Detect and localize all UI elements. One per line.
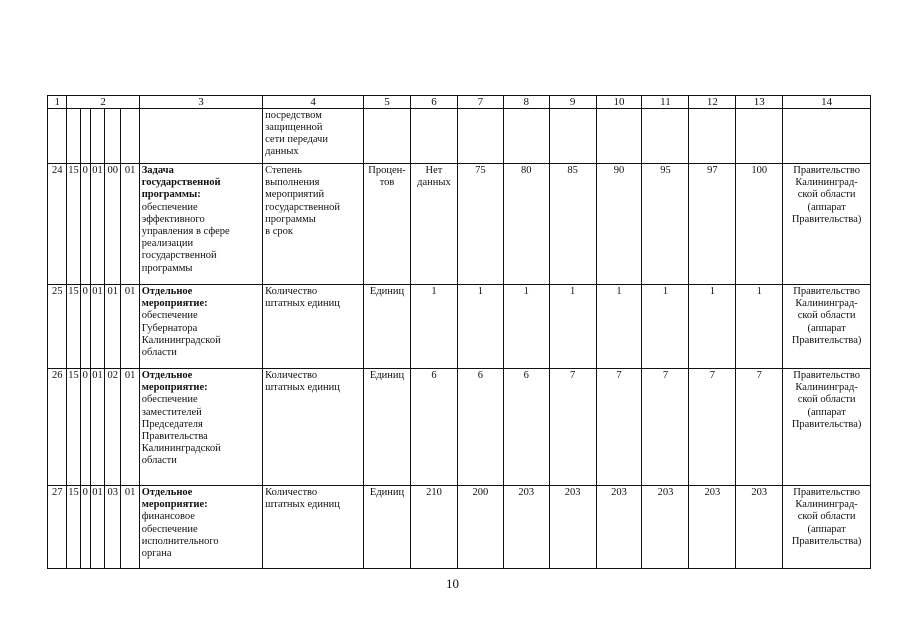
value-cell: 6 [503, 369, 549, 486]
unit-cell-line: тов [379, 177, 395, 189]
measure-title-cell [139, 164, 262, 285]
code-cell: 01 [121, 486, 139, 569]
measure-title-line: области [141, 455, 177, 467]
unit-cell-line: Процен- [368, 165, 406, 176]
responsible-cell-line: Калининград- [795, 298, 858, 310]
code-cell: 15 [67, 164, 80, 285]
value-cell: 80 [503, 164, 549, 285]
measure-title-line: обеспечение [141, 310, 198, 322]
value-cell: 203 [736, 486, 783, 569]
measure-title-line: Правительства [141, 431, 208, 443]
value-cell: 1 [736, 285, 783, 369]
indicator-line: защищенной [265, 122, 323, 133]
table-row [48, 164, 871, 285]
responsible-cell-line: Правительство [793, 370, 860, 381]
responsible-cell-line: Правительство [793, 487, 860, 498]
responsible-cell-line: Правительство [793, 286, 860, 297]
value-cell: 1 [642, 285, 689, 369]
code-cell: 15 [67, 369, 80, 486]
responsible-cell-line: ской области [797, 394, 856, 406]
responsible-cell-line: ской области [797, 189, 856, 201]
value-cell: 1 [457, 285, 503, 369]
measure-title-cell [139, 285, 262, 369]
responsible-cell-line: Правительства) [791, 418, 862, 430]
measure-title-line: Председателя [141, 418, 203, 430]
code-cell: 0 [80, 486, 90, 569]
code-cell: 0 [80, 164, 90, 285]
measure-title-line: управления в сфере [141, 226, 230, 238]
value-cell: 100 [736, 164, 783, 285]
value-cell: 7 [596, 369, 642, 486]
indicator-cell-line: Количество [265, 370, 318, 381]
unit-cell [364, 285, 411, 369]
responsible-cell-line: Калининград- [795, 499, 858, 511]
unit-cell [364, 164, 411, 285]
value-cell: 97 [689, 164, 736, 285]
value-cell: 1 [503, 285, 549, 369]
value-cell: 203 [503, 486, 549, 569]
value-cell: 7 [736, 369, 783, 486]
indicator-cell-line: штатных единиц [265, 298, 340, 310]
code-cell: 01 [90, 369, 104, 486]
value-cell: 95 [642, 164, 689, 285]
responsible-cell-line: Правительства) [791, 213, 862, 225]
measure-title-line: обеспечение [141, 201, 198, 213]
responsible-cell-line: (аппарат [807, 201, 846, 213]
header-cell: 3 [139, 96, 262, 109]
measure-title-line: программы [141, 262, 193, 274]
value-cell: 75 [457, 164, 503, 285]
value-cell: 7 [642, 369, 689, 486]
code-cell: 15 [67, 285, 80, 369]
indicator-line: данных [265, 146, 299, 157]
header-cell: 1 [48, 96, 67, 109]
measure-title-line: финансовое [141, 511, 195, 523]
table-row [48, 369, 871, 486]
measure-title-line: Губернатора [141, 322, 198, 334]
header-cell: 5 [364, 96, 411, 109]
indicator-cell-line: в срок [265, 226, 293, 238]
code-cell: 03 [105, 486, 121, 569]
value-cell: 6 [411, 369, 458, 486]
measure-title-line: органа [141, 548, 172, 560]
value-cell: 6 [457, 369, 503, 486]
responsible-cell-line: (аппарат [807, 406, 846, 418]
header-cell: 12 [689, 96, 736, 109]
indicator-cell [263, 285, 364, 369]
indicator-line: сети передачи [265, 134, 328, 145]
table-row [48, 285, 871, 369]
value-cell: 203 [596, 486, 642, 569]
responsible-cell-line: (аппарат [807, 523, 846, 535]
unit-cell [364, 486, 411, 569]
row-number: 24 [48, 164, 67, 285]
code-cell: 00 [105, 164, 121, 285]
code-cell: 0 [80, 369, 90, 486]
continuation-row [48, 109, 871, 164]
unit-cell [364, 369, 411, 486]
responsible-cell-line: Правительство [793, 165, 860, 176]
measure-title-line: государственной [141, 250, 217, 262]
indicator-cell-line: Количество [265, 286, 318, 297]
value-cell: 200 [457, 486, 503, 569]
code-cell: 15 [67, 486, 80, 569]
measure-title-line: обеспечение [141, 394, 198, 406]
code-cell: 0 [80, 285, 90, 369]
responsible-cell-line: ской области [797, 310, 856, 322]
indicator-line: посредством [265, 110, 322, 121]
value-cell: 1 [689, 285, 736, 369]
unit-cell-line: Единиц [369, 487, 405, 498]
code-cell: 01 [121, 369, 139, 486]
code-cell: 01 [90, 285, 104, 369]
responsible-cell [783, 285, 871, 369]
header-cell: 4 [263, 96, 364, 109]
header-cell: 2 [67, 96, 139, 109]
code-cell: 01 [90, 486, 104, 569]
responsible-cell-line: Правительства) [791, 535, 862, 547]
value-cell: 210 [411, 486, 458, 569]
measure-title-line: реализации [141, 238, 194, 250]
value-cell: 7 [549, 369, 596, 486]
measure-title-bold-line: государственной [141, 177, 221, 189]
header-cell: 9 [549, 96, 596, 109]
responsible-cell-line: (аппарат [807, 322, 846, 334]
measure-title-cell [139, 486, 262, 569]
value-cell: 203 [549, 486, 596, 569]
indicator-cell-line: Количество [265, 487, 318, 498]
value-cell: Нет данных [411, 164, 458, 285]
measure-title-bold-line: мероприятие: [141, 382, 208, 394]
measure-title-bold-line: Задача [141, 165, 174, 176]
value-cell: 7 [689, 369, 736, 486]
measure-title-bold-line: мероприятие: [141, 499, 208, 511]
indicator-cell-line: штатных единиц [265, 382, 340, 394]
measure-title-line: Калининградской [141, 443, 221, 455]
value-cell: 85 [549, 164, 596, 285]
value-cell: 1 [411, 285, 458, 369]
indicator-cell-line: выполнения [265, 177, 320, 189]
measure-title-line: заместителей [141, 406, 202, 418]
responsible-cell [783, 369, 871, 486]
responsible-cell-line: Калининград- [795, 382, 858, 394]
value-cell: 1 [596, 285, 642, 369]
indicator-cell [263, 109, 364, 164]
indicator-cell [263, 369, 364, 486]
responsible-cell-line: ской области [797, 511, 856, 523]
header-cell: 8 [503, 96, 549, 109]
indicator-cell-line: мероприятий [265, 189, 325, 201]
value-cell: 1 [549, 285, 596, 369]
measure-title-cell [139, 369, 262, 486]
indicator-cell-line: штатных единиц [265, 499, 340, 511]
unit-cell-line: Единиц [369, 370, 405, 381]
measure-title-bold-line: Отдельное [141, 286, 193, 297]
row-number: 27 [48, 486, 67, 569]
measure-title-line: области [141, 347, 177, 359]
code-cell: 01 [121, 164, 139, 285]
measure-title-line: Калининградской [141, 334, 221, 346]
row-number: 25 [48, 285, 67, 369]
indicator-cell-line: программы [265, 213, 316, 225]
indicator-cell [263, 486, 364, 569]
responsible-cell [783, 486, 871, 569]
header-cell: 14 [783, 96, 871, 109]
value-cell: 203 [642, 486, 689, 569]
code-cell: 01 [90, 164, 104, 285]
header-cell: 7 [457, 96, 503, 109]
page-number: 10 [446, 576, 459, 591]
responsible-cell [783, 164, 871, 285]
program-table [47, 95, 871, 569]
header-cell: 10 [596, 96, 642, 109]
measure-title-bold-line: программы: [141, 189, 201, 201]
table-row [48, 486, 871, 569]
responsible-cell-line: Калининград- [795, 177, 858, 189]
indicator-cell-line: Степень [265, 165, 302, 176]
measure-title-line: эффективного [141, 213, 205, 225]
code-cell: 01 [105, 285, 121, 369]
value-cell: 90 [596, 164, 642, 285]
unit-cell-line: Единиц [369, 286, 405, 297]
header-cell: 11 [642, 96, 689, 109]
code-cell: 01 [121, 285, 139, 369]
responsible-cell-line: Правительства) [791, 334, 862, 346]
measure-title-bold-line: Отдельное [141, 487, 193, 498]
measure-title-bold-line: Отдельное [141, 370, 193, 381]
header-cell: 6 [411, 96, 458, 109]
indicator-cell [263, 164, 364, 285]
measure-title-line: обеспечение [141, 523, 198, 535]
header-cell: 13 [736, 96, 783, 109]
measure-title-line: исполнительного [141, 535, 219, 547]
indicator-cell-line: государственной [265, 201, 340, 213]
header-row [48, 96, 871, 109]
code-cell: 02 [105, 369, 121, 486]
row-number: 26 [48, 369, 67, 486]
value-cell: 203 [689, 486, 736, 569]
measure-title-bold-line: мероприятие: [141, 298, 208, 310]
